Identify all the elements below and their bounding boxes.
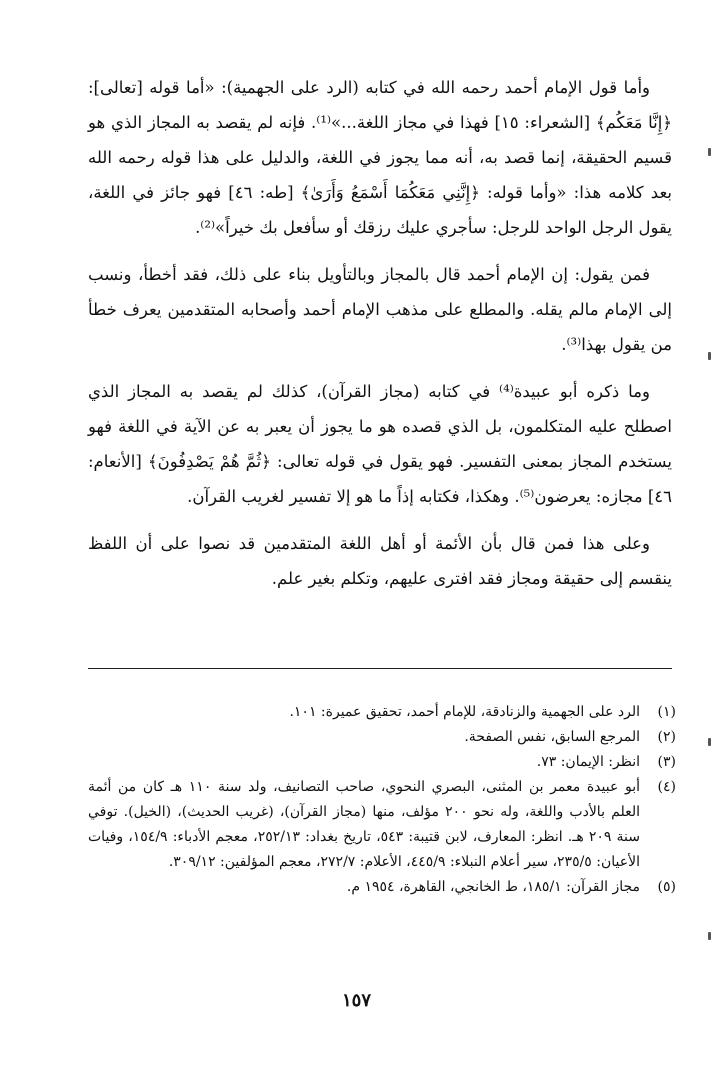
- scan-margin-mark: [708, 738, 711, 746]
- paragraph: فمن يقول: إن الإمام أحمد قال بالمجاز وبالتأويل بناء على ذلك، فقد أخطأ، ونسب إلى الإمام مالم يقله. والمطلع على مذهب الإمام أحمد وأصحابه المتقدمين يعرف خطأ من يقول بهذا⁽³⁾.: [88, 265, 672, 354]
- paragraph: وأما قول الإمام أحمد رحمه الله في كتابه (الرد على الجهمية): «أما قوله [تعالى]: ﴿إِنَّا مَعَكُم﴾ [الشعراء: ١٥] فهذا في مجاز اللغة...»⁽¹⁾. فإنه لم يقصد به المجاز الذي هو قسيم الحقيقة، إنما قصد به، أنه مما يجوز في اللغة، والدليل على هذا قوله رحمه الله بعد كلامه هذا: «وأما قوله: ﴿إِنَّنِي مَعَكُمَا أَسْمَعُ وَأَرَىٰ﴾ [طه: ٤٦] فهو جائز في اللغة، يقول الرجل الواحد للرجل: سأجري عليك رزقك أو سأفعل بك خيراً»⁽²⁾.: [88, 78, 673, 237]
- footnote-text: الرد على الجهمية والزنادقة، للإمام أحمد، تحقيق عميرة: ١٠١.: [289, 704, 640, 720]
- scan-margin-mark: [708, 932, 711, 940]
- footnote-number: (٤): [657, 779, 676, 795]
- paragraph: وعلى هذا فمن قال بأن الأئمة أو أهل اللغة المتقدمين قد نصوا على أن اللفظ ينقسم إلى حقيقة ومجاز فقد افترى عليهم، وتكلم بغير علم.: [88, 534, 672, 588]
- footnote-item: [88, 700, 676, 725]
- footnote-number: (٣): [657, 754, 676, 770]
- scan-margin-mark: [708, 148, 711, 156]
- paragraph: وما ذكره أبو عبيدة⁽⁴⁾ في كتابه (مجاز القرآن)، كذلك لم يقصد به المجاز الذي اصطلح عليه المتكلمون، بل الذي قصده هو ما يجوز أن يعبر به عن الآية في اللغة فهو يستخدم المجاز بمعنى التفسير. فهو يقول في قوله تعالى: ﴿ثُمَّ هُمْ يَصْدِفُونَ﴾ [الأنعام: ٤٦] مجازه: يعرضون⁽⁵⁾. وهكذا، فكتابه إذاً ما هو إلا تفسير لغريب القرآن.: [88, 382, 672, 506]
- footnote-item: [88, 775, 676, 875]
- footnote-text: المرجع السابق، نفس الصفحة.: [464, 729, 640, 745]
- footnote-text: انظر: الإيمان: ٧٣.: [536, 754, 640, 770]
- footnotes: [88, 700, 676, 900]
- scan-margin-mark: [708, 352, 711, 360]
- footnote-item: [88, 875, 676, 900]
- footnote-item: [88, 725, 676, 750]
- footnote-text: أبو عبيدة معمر بن المثنى، البصري النحوي، صاحب التصانيف، ولد سنة ١١٠ هـ كان من أئمة العلم بالأدب واللغة، وله نحو ٢٠٠ مؤلف، منها (مجاز القرآن)، (غريب الحديث)، (الخيل). توفي سنة ٢٠٩ هـ. انظر: المعارف، لابن قتيبة: ٥٤٣، تاريخ بغداد: ٢٥٢/١٣، معجم الأدباء: ١٥٤/٩، وفيات الأعيان: ٢٣٥/٥، سير أعلام النبلاء: ٤٤٥/٩، الأعلام: ٢٧٢/٧، معجم المؤلفين: ٣٠٩/١٢.: [88, 779, 641, 870]
- footnote-number: (٢): [657, 729, 676, 745]
- footnote-number: (١): [657, 704, 676, 720]
- main-text: [88, 70, 672, 608]
- footnote-item: [88, 750, 676, 775]
- footnote-text: مجاز القرآن: ١٨٥/١، ط الخانجي، القاهرة، ١٩٥٤ م.: [346, 879, 640, 895]
- page-number: ١٥٧: [341, 990, 371, 1011]
- footnote-separator: [88, 668, 672, 669]
- footnote-number: (٥): [657, 879, 676, 895]
